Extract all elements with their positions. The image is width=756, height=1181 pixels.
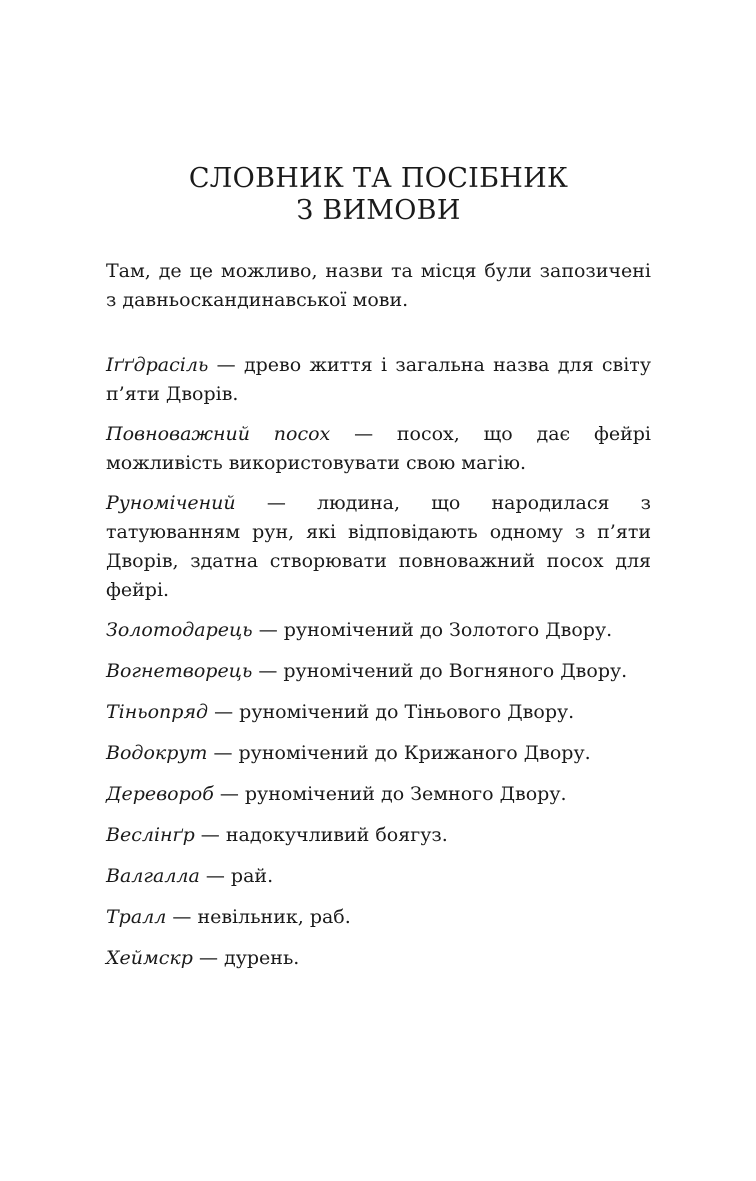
glossary-term: Руномічений [106,492,236,514]
glossary-term: Вогнетворець [106,660,253,682]
glossary-entry [106,420,651,478]
glossary-entry [106,944,651,973]
glossary-entry [106,739,651,768]
glossary-definition: — руномічений до Крижаного Двору. [207,742,591,764]
glossary-definition: — людина, що народилася з татуюванням рун, які відповідають одному з п’яти Дворів, здатна створювати повноважний посох для фейрі. [106,492,651,601]
glossary-term: Хеймскр [106,947,193,969]
glossary-definition: — посох, що дає фейрі можливість використовувати свою магію. [106,423,651,474]
glossary-entry [106,351,651,409]
glossary-definition: — дурень. [192,947,300,969]
glossary-term: Веслінґр [106,824,195,846]
glossary-term: Тіньопряд [106,701,209,723]
glossary-page [106,163,651,985]
glossary-definition: — руномічений до Вогняного Двору. [252,660,628,682]
title-line-2: З ВИМОВИ [296,195,461,226]
glossary-term: Валгалла [106,865,200,887]
glossary-entry [106,862,651,891]
glossary-entry [106,616,651,645]
glossary-term: Золотодарець [106,619,253,641]
glossary-definition: — руномічений до Тіньового Двору. [208,701,575,723]
glossary-entry [106,780,651,809]
glossary-entry [106,657,651,686]
glossary-entry [106,903,651,932]
glossary-definition: — руномічений до Золотого Двору. [252,619,613,641]
intro-paragraph: Там, де це можливо, назви та місця були запозичені з давньоскандинавської мови. [106,260,651,311]
title-line-1: СЛОВНИК ТА ПОСІБНИК [188,163,569,194]
glossary-definition: — рай. [199,865,274,887]
glossary-term: Водокрут [106,742,208,764]
glossary-entry [106,821,651,850]
glossary-definition: — древо життя і загальна назва для світу п’яти Дворів. [106,354,651,405]
glossary-term: Іґґдрасіль [106,354,209,376]
glossary-entry [106,489,651,605]
glossary-definition: — руномічений до Земного Двору. [213,783,567,805]
glossary-term: Деревороб [106,783,214,805]
glossary-list [106,351,651,973]
glossary-definition: — надокучливий боягуз. [194,824,448,846]
glossary-term: Повноважний посох [106,423,331,445]
page-title [106,163,651,227]
glossary-entry [106,698,651,727]
glossary-definition: — невільник, раб. [166,906,351,928]
glossary-term: Тралл [106,906,167,928]
